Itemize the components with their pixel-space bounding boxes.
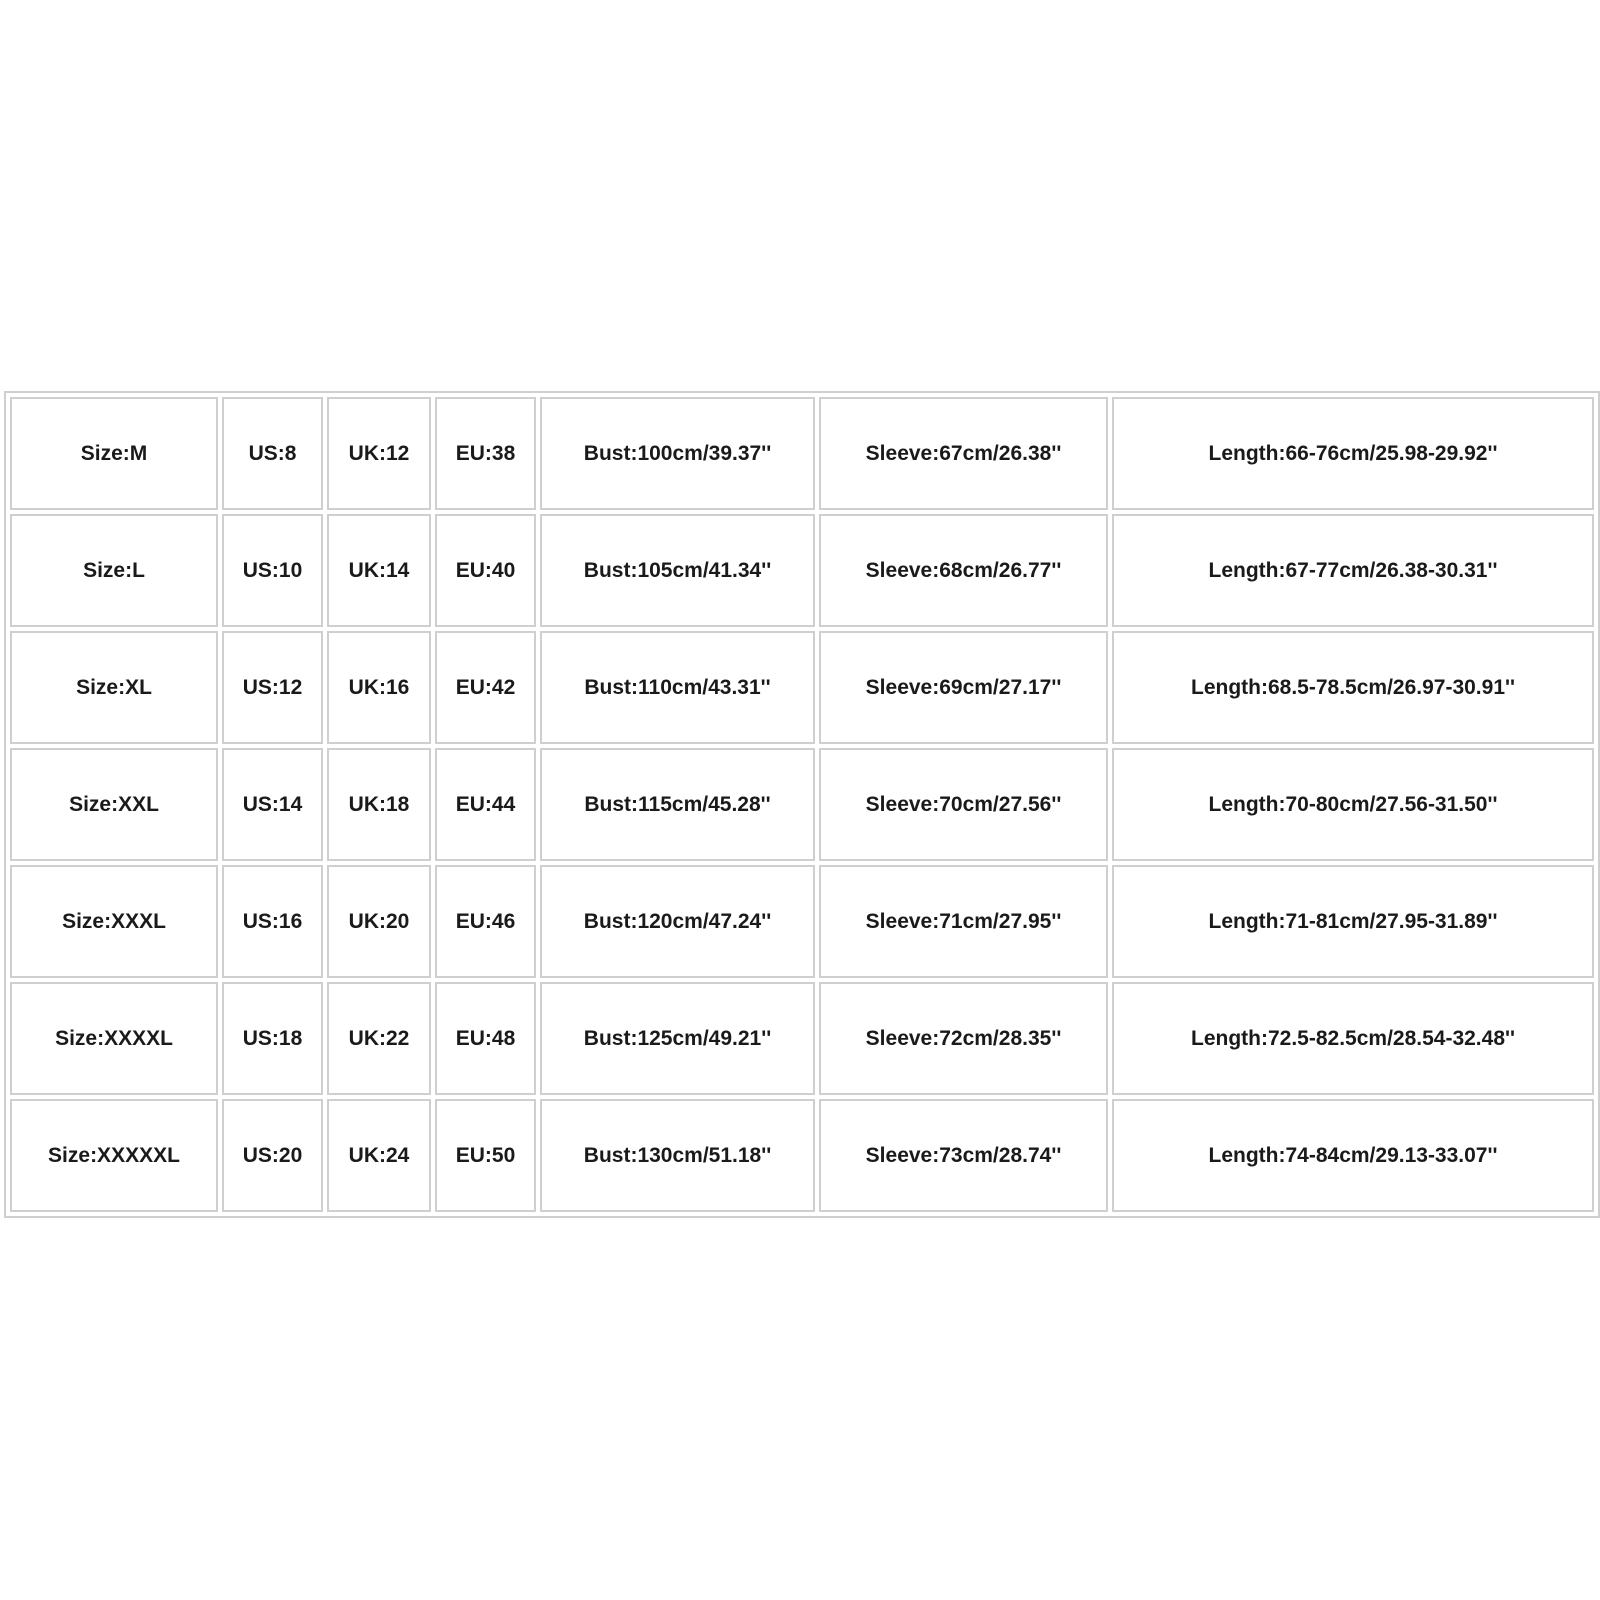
- us-size-cell: US:18: [222, 982, 323, 1095]
- sleeve-cell: Sleeve:69cm/27.17'': [819, 631, 1108, 744]
- uk-size-cell: UK:20: [327, 865, 431, 978]
- size-cell: Size:M: [10, 397, 218, 510]
- size-cell: Size:XXXXXL: [10, 1099, 218, 1212]
- sleeve-cell: Sleeve:73cm/28.74'': [819, 1099, 1108, 1212]
- length-cell: Length:67-77cm/26.38-30.31'': [1112, 514, 1594, 627]
- us-size-cell: US:10: [222, 514, 323, 627]
- eu-size-cell: EU:42: [435, 631, 536, 744]
- uk-size-cell: UK:16: [327, 631, 431, 744]
- eu-size-cell: EU:48: [435, 982, 536, 1095]
- us-size-cell: US:12: [222, 631, 323, 744]
- sleeve-cell: Sleeve:72cm/28.35'': [819, 982, 1108, 1095]
- length-cell: Length:66-76cm/25.98-29.92'': [1112, 397, 1594, 510]
- size-cell: Size:L: [10, 514, 218, 627]
- bust-cell: Bust:110cm/43.31'': [540, 631, 815, 744]
- us-size-cell: US:8: [222, 397, 323, 510]
- table-row: [10, 397, 1594, 510]
- uk-size-cell: UK:22: [327, 982, 431, 1095]
- uk-size-cell: UK:24: [327, 1099, 431, 1212]
- table-row: [10, 631, 1594, 744]
- eu-size-cell: EU:50: [435, 1099, 536, 1212]
- table-row: [10, 865, 1594, 978]
- sleeve-cell: Sleeve:67cm/26.38'': [819, 397, 1108, 510]
- size-chart-table: [4, 391, 1600, 1218]
- size-cell: Size:XXXL: [10, 865, 218, 978]
- bust-cell: Bust:125cm/49.21'': [540, 982, 815, 1095]
- length-cell: Length:74-84cm/29.13-33.07'': [1112, 1099, 1594, 1212]
- uk-size-cell: UK:14: [327, 514, 431, 627]
- bust-cell: Bust:130cm/51.18'': [540, 1099, 815, 1212]
- length-cell: Length:72.5-82.5cm/28.54-32.48'': [1112, 982, 1594, 1095]
- us-size-cell: US:16: [222, 865, 323, 978]
- table-row: [10, 1099, 1594, 1212]
- size-cell: Size:XL: [10, 631, 218, 744]
- uk-size-cell: UK:12: [327, 397, 431, 510]
- size-cell: Size:XXXXL: [10, 982, 218, 1095]
- sleeve-cell: Sleeve:71cm/27.95'': [819, 865, 1108, 978]
- table-row: [10, 514, 1594, 627]
- eu-size-cell: EU:46: [435, 865, 536, 978]
- eu-size-cell: EU:40: [435, 514, 536, 627]
- us-size-cell: US:14: [222, 748, 323, 861]
- table-row: [10, 982, 1594, 1095]
- bust-cell: Bust:100cm/39.37'': [540, 397, 815, 510]
- bust-cell: Bust:120cm/47.24'': [540, 865, 815, 978]
- uk-size-cell: UK:18: [327, 748, 431, 861]
- size-cell: Size:XXL: [10, 748, 218, 861]
- sleeve-cell: Sleeve:68cm/26.77'': [819, 514, 1108, 627]
- us-size-cell: US:20: [222, 1099, 323, 1212]
- sleeve-cell: Sleeve:70cm/27.56'': [819, 748, 1108, 861]
- eu-size-cell: EU:38: [435, 397, 536, 510]
- bust-cell: Bust:105cm/41.34'': [540, 514, 815, 627]
- table-row: [10, 748, 1594, 861]
- eu-size-cell: EU:44: [435, 748, 536, 861]
- length-cell: Length:71-81cm/27.95-31.89'': [1112, 865, 1594, 978]
- size-chart-body: [10, 397, 1594, 1212]
- length-cell: Length:68.5-78.5cm/26.97-30.91'': [1112, 631, 1594, 744]
- bust-cell: Bust:115cm/45.28'': [540, 748, 815, 861]
- length-cell: Length:70-80cm/27.56-31.50'': [1112, 748, 1594, 861]
